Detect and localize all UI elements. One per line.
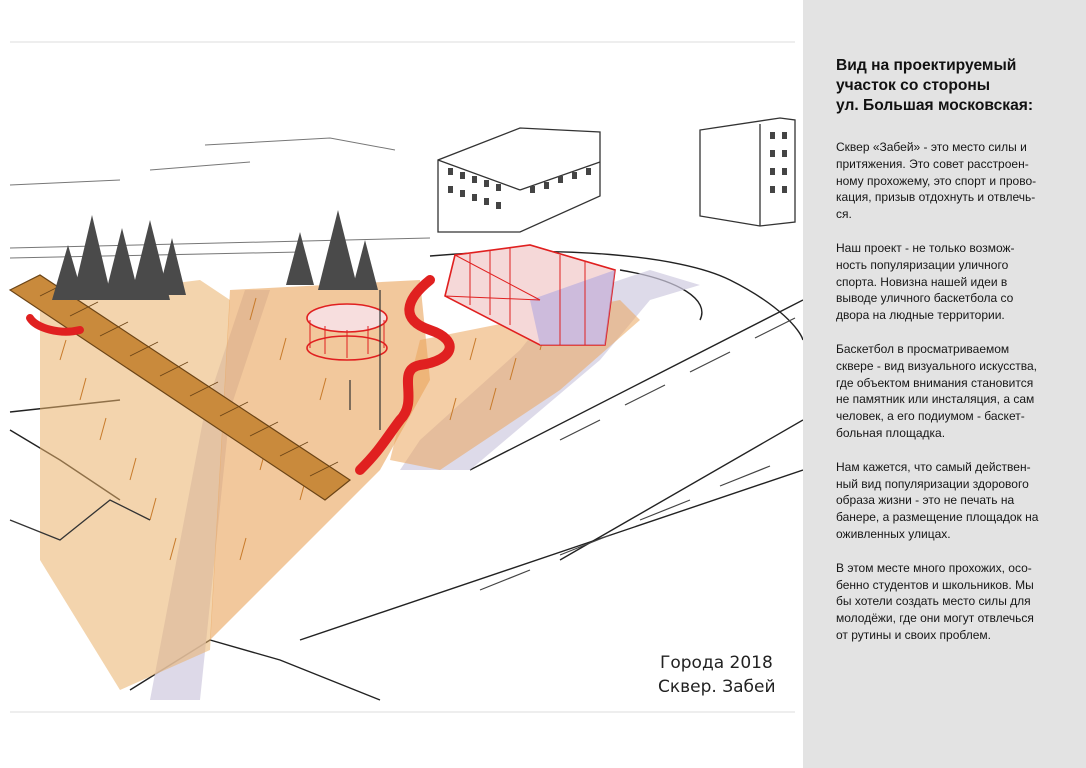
paragraph-line: выводе уличного баскетбола со	[836, 291, 1014, 306]
paragraph-line: оживленных улицах.	[836, 526, 951, 541]
paragraph-line: спорта. Новизна нашей идеи в	[836, 274, 1008, 289]
sky-lines	[10, 138, 430, 258]
paragraph-line: В этом месте много прохожих, осо-	[836, 560, 1032, 575]
paragraph-line: кация, призыв отдохнуть и отвлечь-	[836, 190, 1036, 205]
paragraph-line: бы хотели создать место силы для	[836, 594, 1031, 609]
paragraph-line: бенно студентов и школьников. Мы	[836, 577, 1034, 592]
paragraph-project	[836, 240, 1076, 324]
background-building-right	[700, 118, 795, 226]
paragraph-line: двора на людные территории.	[836, 308, 1005, 323]
heading-line: ул. Большая московская:	[836, 97, 1034, 114]
sidebar-body	[836, 139, 1076, 661]
paragraph-youth	[836, 560, 1076, 644]
paragraph-line: Сквер «Забей» - это место силы и	[836, 140, 1027, 154]
paragraph-line: Баскетбол в просматриваемом	[836, 341, 1010, 356]
paragraph-health	[836, 459, 1076, 543]
paragraph-line: где объектом внимания становится	[836, 375, 1034, 390]
paragraph-line: образа жизни - это не печать на	[836, 493, 1015, 508]
paragraph-line: Наш проект - не только возмож-	[836, 240, 1015, 255]
signature-line1: Города 2018	[660, 653, 773, 673]
paragraph-line: ному прохожему, это спорт и прово-	[836, 173, 1037, 188]
paragraph-line: ность популяризации уличного	[836, 257, 1009, 272]
paragraph-line: ный вид популяризации здорового	[836, 476, 1029, 491]
paragraph-line: Нам кажется, что самый действен-	[836, 459, 1031, 474]
paragraph-line: ся.	[836, 207, 852, 222]
paragraph-line: молодёжи, где они могут отвлечься	[836, 611, 1034, 626]
fir-trees	[52, 210, 378, 300]
paragraph-line: притяжения. Это совет расстроен-	[836, 156, 1029, 171]
description-sidebar	[803, 0, 1086, 768]
paragraph-line: от рутины и своих проблем.	[836, 627, 991, 642]
background-building-left	[438, 128, 600, 232]
sidebar-heading	[836, 56, 1072, 116]
paragraph-line: не памятник или инсталяция, а сам	[836, 392, 1035, 407]
paragraph-line: банере, а размещение площадок на	[836, 510, 1039, 525]
paragraph-line: сквере - вид визуального искусства,	[836, 358, 1037, 373]
heading-line: Вид на проектируемый	[836, 57, 1017, 74]
paragraph-line: человек, а его подиумом - баскет-	[836, 409, 1025, 424]
heading-line: участок со стороны	[836, 77, 991, 94]
paragraph-line: больная площадка.	[836, 425, 946, 440]
paragraph-intro	[836, 139, 1076, 223]
paragraph-basketball	[836, 341, 1076, 442]
signature-line2: Сквер. Забей	[658, 677, 776, 697]
